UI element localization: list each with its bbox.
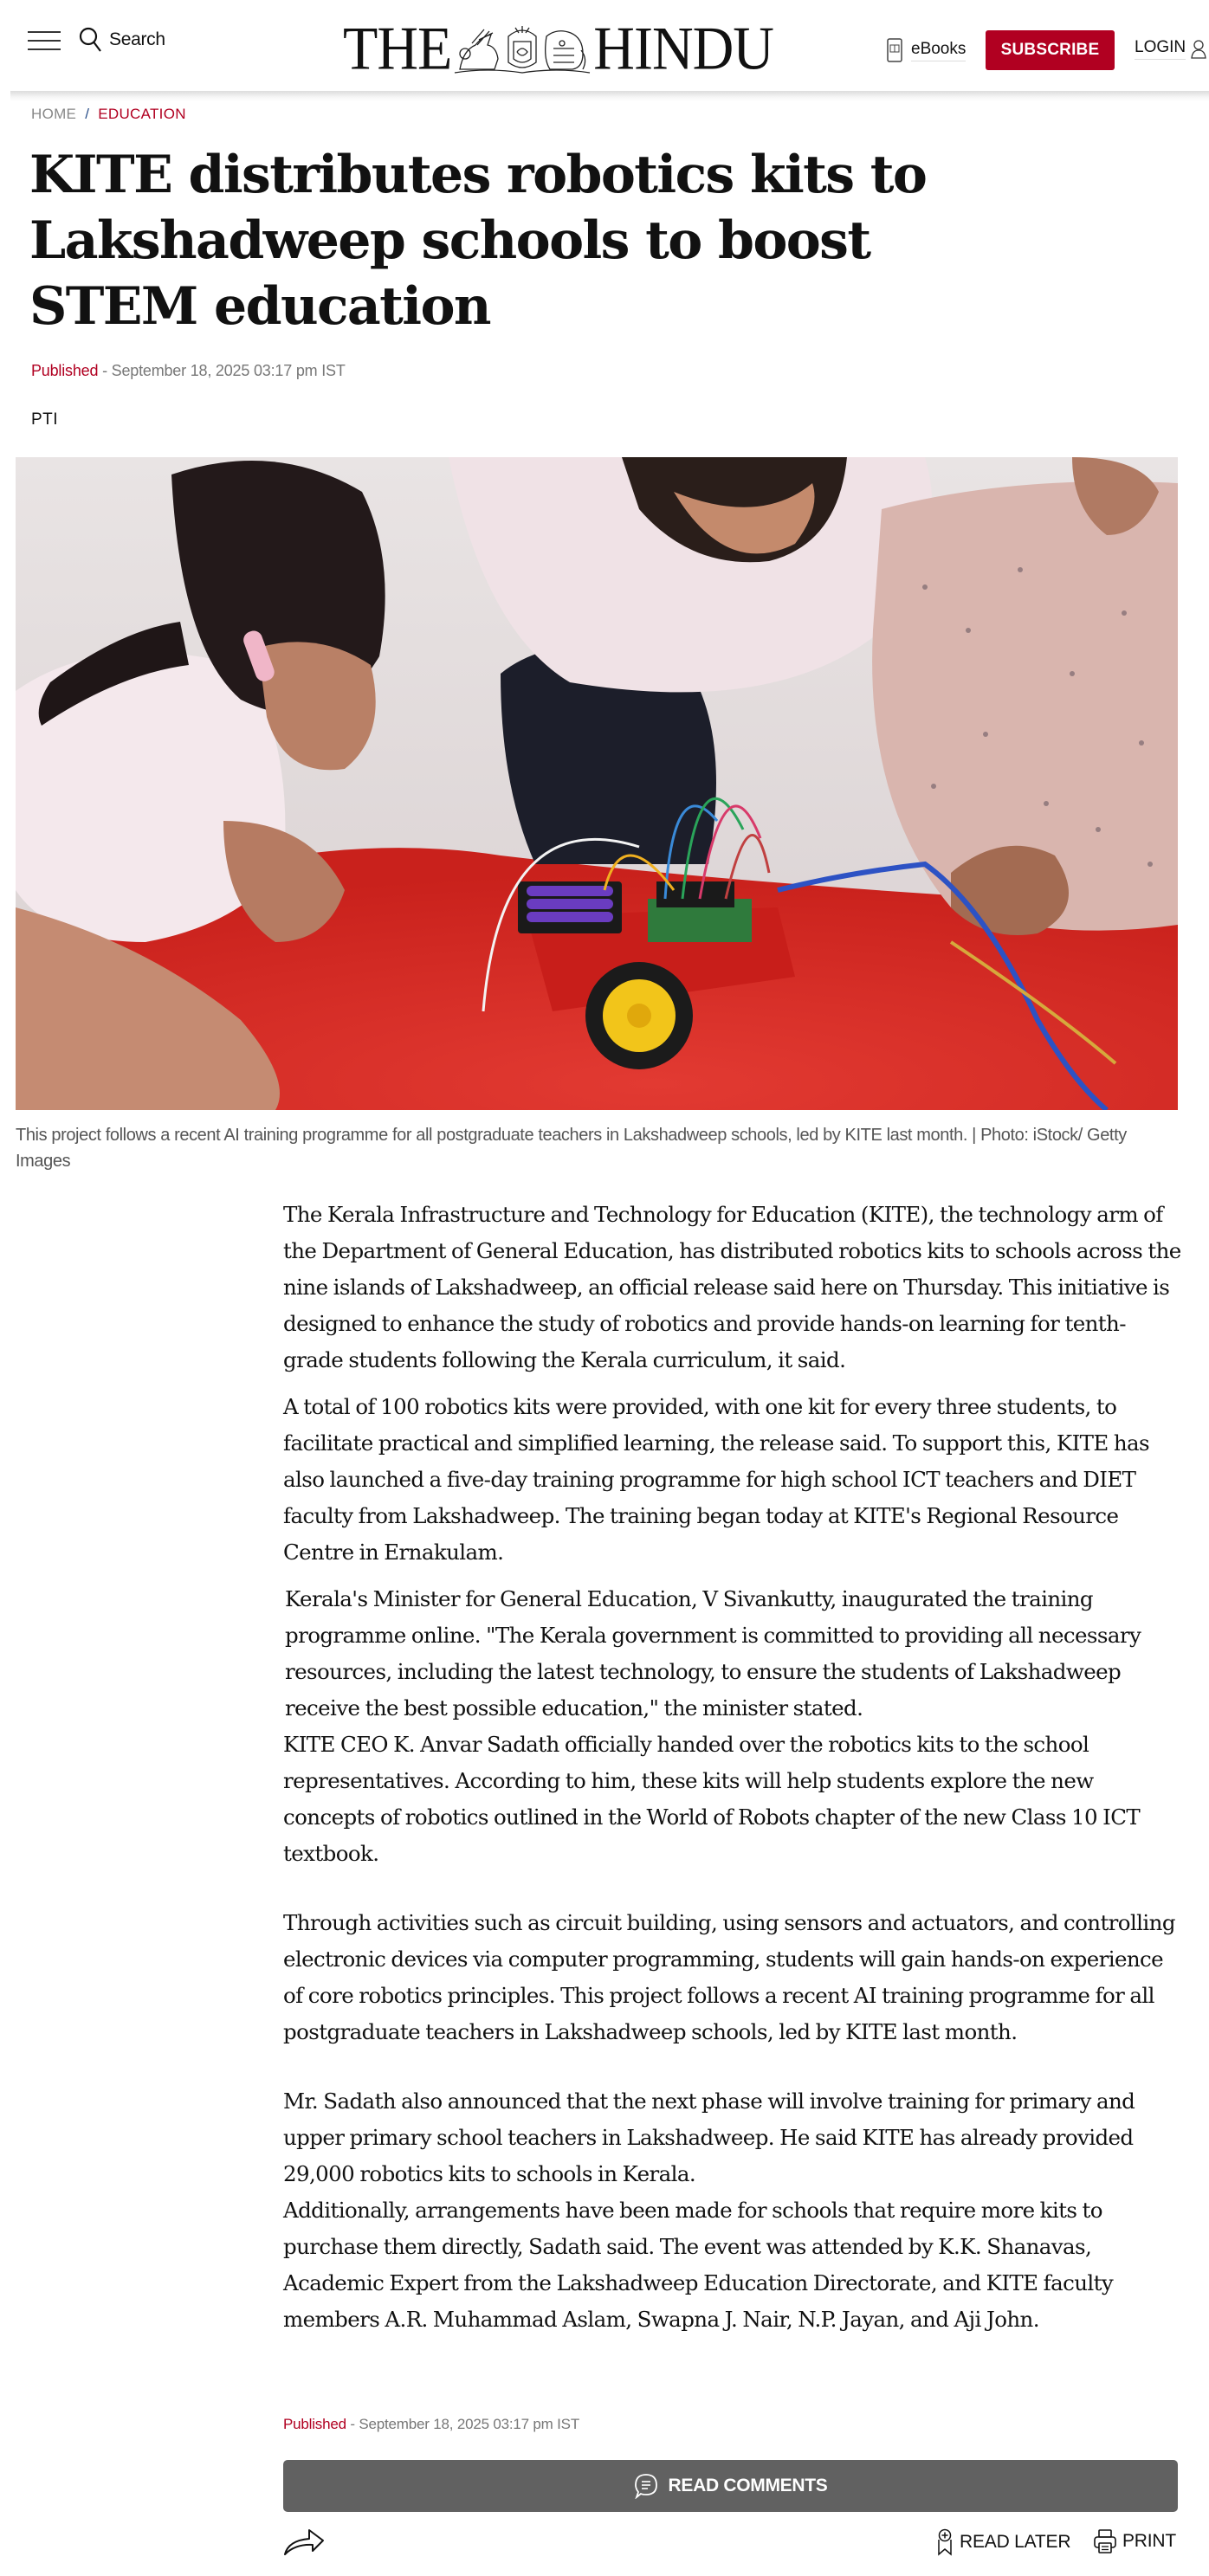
bookmark-add-icon: [935, 2528, 954, 2556]
published-timestamp-bottom: - September 18, 2025 03:17 pm IST: [346, 2416, 580, 2432]
breadcrumb-section[interactable]: EDUCATION: [98, 106, 186, 122]
published-timestamp: - September 18, 2025 03:17 pm IST: [98, 362, 346, 379]
read-later-button[interactable]: [935, 2528, 1070, 2556]
read-later-label: READ LATER: [960, 2532, 1071, 2552]
article-paragraph: Through activities such as circuit building, using sensors and actuators, and controlling electronic devices via computer programming, students will gain hands-on experience of core robotics principles. This project follows a recent AI training programme for all postgraduate teachers in Lakshadweep schools, led by KITE last month.: [283, 1910, 1175, 2044]
user-icon: [1191, 40, 1206, 59]
hamburger-icon[interactable]: [28, 31, 61, 52]
site-logo[interactable]: [343, 15, 773, 83]
print-icon: [1093, 2528, 1117, 2554]
article-paragraph: KITE CEO K. Anvar Sadath officially handed over the robotics kits to the school representatives. According to him, these kits will help students explore the new concepts of robotics outlined in the World of Robots chapter of the new Class 10 ICT textbook.: [283, 1732, 1141, 1866]
print-button[interactable]: [1093, 2528, 1176, 2554]
search-label: Search: [109, 29, 165, 49]
ebooks-label: eBooks: [911, 40, 966, 61]
robotics-kit-photo: [16, 457, 1178, 1110]
published-label-bottom: Published: [283, 2416, 346, 2432]
site-header: [0, 0, 1209, 91]
share-button[interactable]: [283, 2527, 325, 2560]
article-paragraph: Additionally, arrangements have been made for schools that require more kits to purchase them directly, Sadath said. The event was attended by K.K. Shanavas, Academic Expert from the Lakshadweep Education Directorate, and KITE faculty members A.R. Muhammad Aslam, Swapna J. Nair, N.P. Jayan, and Aji John.: [283, 2198, 1114, 2332]
ebook-icon: [887, 38, 902, 62]
share-icon: [283, 2527, 325, 2556]
comment-icon: [634, 2473, 658, 2499]
login-label: LOGIN: [1135, 38, 1186, 60]
breadcrumb-home[interactable]: HOME: [31, 106, 77, 122]
search-icon: [78, 26, 102, 54]
header-shadow-divider: [10, 91, 1209, 101]
breadcrumb-separator: /: [85, 106, 90, 122]
subscribe-button[interactable]: SUBSCRIBE: [986, 30, 1115, 70]
published-date-bottom: [283, 2416, 579, 2433]
image-caption: This project follows a recent AI training programme for all postgraduate teachers in Lakshadweep schools, led by KITE last month. | Photo: iStock/ Getty Images: [16, 1126, 1127, 1171]
article-body: [283, 1197, 1184, 2338]
read-comments-button[interactable]: [283, 2460, 1178, 2512]
article-paragraph: Kerala's Minister for General Education, V Sivankutty, inaugurated the training programme online. "The Kerala government is committed to providing all necessary resources, including the latest technology, to ensure the students of Lakshadweep receive the best possible education," the minister stated.: [285, 1586, 1141, 1721]
hero-image: [16, 457, 1178, 1110]
read-comments-label: READ COMMENTS: [668, 2476, 828, 2495]
article-paragraph: A total of 100 robotics kits were provided, with one kit for every three students, to facilitate practical and simplified learning, the release said. To support this, KITE has also launched a five-day training programme for high school ICT teachers and DIET faculty from Lakshadweep. The training began today at KITE's Regional Resource Centre in Ernakulam.: [283, 1394, 1150, 1565]
article-paragraph: The Kerala Infrastructure and Technology for Education (KITE), the technology arm of the Department of General Education, has distributed robotics kits to schools across the nine islands of Lakshadweep, an official release said here on Thursday. This initiative is designed to enhance the study of robotics and provide hands-on learning for tenth-grade students following the Kerala curriculum, it said.: [283, 1202, 1181, 1372]
article-headline: KITE distributes robotics kits to Lakshadweep schools to boost STEM education: [29, 145, 927, 337]
byline-author[interactable]: PTI: [31, 410, 59, 429]
logo-text-hindu: HINDU: [593, 15, 773, 83]
published-label: Published: [31, 362, 99, 379]
login-link[interactable]: [1135, 38, 1206, 60]
search-button[interactable]: [78, 26, 165, 54]
logo-text-the: THE: [343, 15, 452, 83]
print-label: PRINT: [1122, 2531, 1177, 2551]
published-date: [31, 362, 346, 380]
breadcrumb: [31, 106, 186, 123]
ebooks-link[interactable]: [887, 38, 966, 62]
article-paragraph: Mr. Sadath also announced that the next phase will involve training for primary and upper primary school teachers in Lakshadweep. He said KITE has already provided 29,000 robotics kits to schools in Kerala.: [283, 2089, 1135, 2186]
crest-emblem-icon: [453, 24, 592, 74]
